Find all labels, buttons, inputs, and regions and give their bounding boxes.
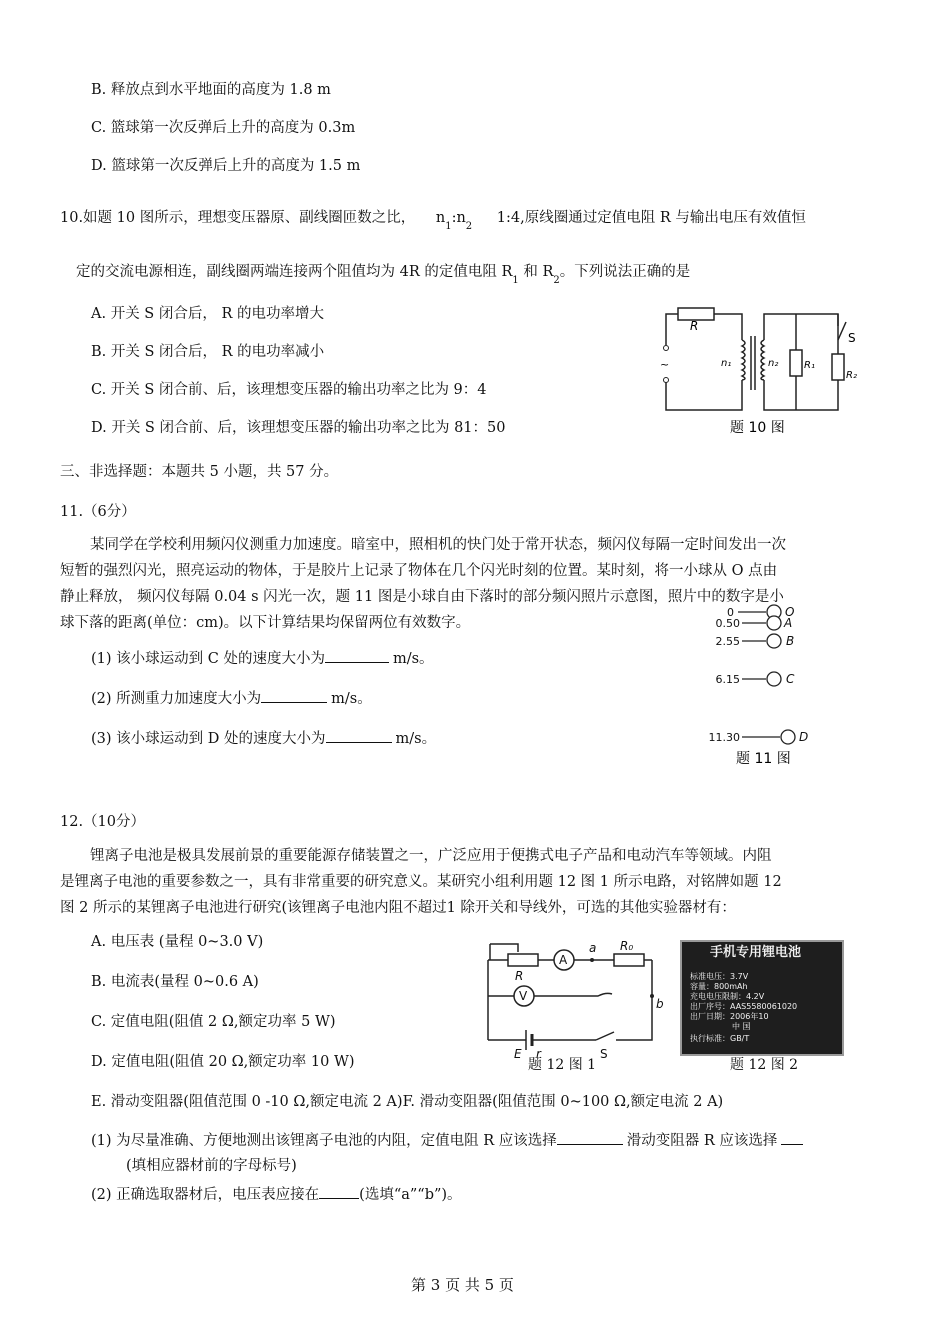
q12-resistor-r0 <box>614 954 644 966</box>
q10-and: 和 R <box>518 264 554 280</box>
q11-label-b: B <box>786 634 795 648</box>
q11-ball-a <box>767 616 781 630</box>
q12-nameplate-line6: 中 国 <box>732 1022 751 1031</box>
q10-stem-text-b: 原线圈通过定值电阻 R 与输出电压有效值恒 <box>524 210 806 226</box>
q12-subq-1 <box>91 1130 803 1151</box>
q11-subq-1-unit: m/s。 <box>392 651 434 667</box>
q12-nameplate-line4: 出厂序号：AAS5580061020 <box>690 1002 798 1011</box>
q10-fig-r-label: R <box>690 319 699 333</box>
q11-label-a: A <box>784 616 793 630</box>
q12-subq-1-note: (填相应器材前的字母标号) <box>126 1158 297 1174</box>
q12-battery-nameplate <box>680 940 844 1056</box>
q11-subq-1 <box>91 648 434 669</box>
q10-stem-text2: 定的交流电源相连，副线圈两端连接两个阻值均为 4R 的定值电阻 R <box>76 264 513 280</box>
q10-switch-s <box>838 322 846 340</box>
q12-switch-s <box>596 1032 614 1040</box>
q12-fig-s-label: S <box>600 1047 608 1061</box>
q12-nameplate-line3: 充电电压限制：4.2V <box>690 992 765 1001</box>
q11-figure-caption: 题 11 图 <box>736 751 791 767</box>
q12-nameplate-line5: 出厂日期：2006年10 <box>690 1012 769 1021</box>
q12-option-a: A. 电压表 (量程 0~3.0 V) <box>91 934 264 950</box>
q12-para-line1: 锂离子电池是极具发展前景的重要能源存储装置之一，广泛应用于便携式电子产品和电动汽车等领域。内阻 <box>90 848 772 864</box>
page-footer: 第 3 页 共 5 页 <box>411 1276 514 1294</box>
q10-primary-coil <box>742 340 745 380</box>
q10-figure-caption: 题 10 图 <box>730 420 785 436</box>
q12-fig-r0-label: R₀ <box>620 939 634 953</box>
q12-answer-blank-r[interactable] <box>557 1130 623 1145</box>
q11-subq-1-text: (1) 该小球运动到 C 处的速度大小为 <box>91 651 325 667</box>
q10-n1-sub: 1 <box>445 221 452 232</box>
q11-point-b-value: 2.55 <box>715 635 740 648</box>
q12-fig-b-point-label: b <box>656 997 664 1011</box>
q9-option-b: B. 释放点到水平地面的高度为 1.8 m <box>91 82 331 98</box>
q11-para-line3: 静止释放， 频闪仪每隔 0.04 s 闪光一次，题 11 图是小球自由下落时的部分频闪照片示意图，照片中的数字是小 <box>60 589 784 605</box>
q12-option-d: D. 定值电阻(阻值 20 Ω,额定功率 10 W) <box>91 1054 355 1070</box>
q12-answer-blank-terminal[interactable] <box>319 1184 359 1199</box>
q10-stem-text2b: 。下列说法正确的是 <box>559 264 691 280</box>
q12-subq-2-note: (选填“a”“b”)。 <box>359 1187 462 1203</box>
q11-strobe-figure <box>700 600 840 770</box>
q12-subq-1-text: (1) 为尽量准确、方便地测出该锂离子电池的内阻，定值电阻 R 应该选择 <box>91 1133 557 1149</box>
q11-point-o-value: 0 <box>727 606 734 619</box>
q12-figure1-caption: 题 12 图 1 <box>528 1057 597 1073</box>
q12-figure2-caption: 题 12 图 2 <box>730 1057 799 1073</box>
q12-fig-a-label: A <box>559 953 568 967</box>
q10-option-d: D. 开关 S 闭合前、后，该理想变压器的输出功率之比为 81：50 <box>91 420 506 436</box>
q9-option-c: C. 篮球第一次反弹后上升的高度为 0.3m <box>91 120 356 136</box>
section-3-heading: 三、非选择题：本题共 5 小题，共 57 分。 <box>60 464 339 480</box>
q12-para-line3: 图 2 所示的某锂离子电池进行研究(该锂离子电池内阻不超过1 除开关和导线外，可选的其他实验器材有： <box>60 900 736 916</box>
q10-r2-sub: 2 <box>553 275 560 286</box>
q10-option-c: C. 开关 S 闭合前、后，该理想变压器的输出功率之比为 9：4 <box>91 382 487 398</box>
q11-subq-3-unit: m/s。 <box>395 731 437 747</box>
q12-option-ef: E. 滑动变阻器(阻值范围 0 -10 Ω,额定电流 2 A)F. 滑动变阻器(阻值范围 0~100 Ω,额定电流 2 A) <box>91 1094 724 1110</box>
q10-stem-text: 10.如题 10 图所示，理想变压器原、副线圈匝数之比， <box>60 210 416 226</box>
q11-ball-d <box>781 730 795 744</box>
q11-para-line4: 球下落的距离(单位：cm)。以下计算结果均保留两位有效数字。 <box>60 615 471 631</box>
q12-fig-r-label: R <box>515 969 524 983</box>
q12-fig-rint-label: r <box>536 1047 541 1061</box>
q12-answer-blank-rheostat[interactable] <box>781 1130 803 1145</box>
q11-ball-c <box>767 672 781 686</box>
q12-para-line2: 是锂离子电池的重要参数之一，具有非常重要的研究意义。某研究小组利用题 12 图 1 所示电路，对铭牌如题 12 <box>60 874 782 890</box>
q10-fig-r1-label: R₁ <box>804 360 815 371</box>
q12-nameplate-line2: 容量：800mAh <box>690 982 748 991</box>
q12-fig-a-point-label: a <box>589 941 597 955</box>
q12-nameplate-line1: 标准电压：3.7V <box>690 972 749 981</box>
q11-subq-3-text: (3) 该小球运动到 D 处的速度大小为 <box>91 731 326 747</box>
q10-ratio: 1:4, <box>496 210 525 226</box>
q12-fig-v-label: V <box>519 989 528 1003</box>
q11-label-d: D <box>799 730 809 744</box>
q10-n2: n <box>456 210 466 226</box>
q11-answer-blank-3[interactable] <box>326 728 392 743</box>
q10-fig-r2-label: R₂ <box>846 370 857 381</box>
q12-subq-1-text-b: 滑动变阻器 R 应该选择 <box>626 1133 778 1149</box>
q11-answer-blank-2[interactable] <box>261 688 327 703</box>
q12-nameplate-line7: 执行标准：GB/T <box>690 1034 750 1043</box>
q11-para-line2: 短暂的强烈闪光，照亮运动的物体，于是胶片上记录了物体在几个闪光时刻的位置。某时刻，将一小球从 O 点由 <box>60 563 778 579</box>
q11-answer-blank-1[interactable] <box>325 648 389 663</box>
q11-point-a-value: 0.50 <box>715 617 740 630</box>
q11-label-c: C <box>786 672 795 686</box>
q11-subq-2-text: (2) 所测重力加速度大小为 <box>91 691 262 707</box>
q11-subq-2 <box>91 688 372 709</box>
q11-header: 11.（6分） <box>60 504 136 520</box>
q10-n1: n <box>435 210 446 226</box>
q11-point-c-value: 6.15 <box>715 673 740 686</box>
q12-fig-e-label: E <box>514 1047 522 1061</box>
q11-point-d-value: 11.30 <box>708 731 740 744</box>
q10-fig-n2-label: n₂ <box>768 358 779 369</box>
q10-ac-source-label: ~ <box>660 358 670 371</box>
q10-colon: : <box>451 210 457 226</box>
q12-rheostat-r <box>508 954 538 966</box>
q12-circuit-figure <box>478 938 668 1070</box>
q10-n2-sub: 2 <box>465 221 473 232</box>
q10-r1-sub: 1 <box>512 275 519 286</box>
q10-option-a: A. 开关 S 闭合后， R 的电功率增大 <box>91 306 324 322</box>
q9-option-d: D. 篮球第一次反弹后上升的高度为 1.5 m <box>91 158 361 174</box>
q10-option-b: B. 开关 S 闭合后， R 的电功率减小 <box>91 344 325 360</box>
q11-label-o: O <box>785 605 795 619</box>
q11-subq-2-unit: m/s。 <box>331 691 372 707</box>
q11-ball-b <box>767 634 781 648</box>
q12-subq-2 <box>91 1184 462 1205</box>
q12-subq-2-text: (2) 正确选取器材后，电压表应接在 <box>91 1187 320 1203</box>
q12-option-c: C. 定值电阻(阻值 2 Ω,额定功率 5 W) <box>91 1014 336 1030</box>
q10-secondary-coil <box>761 340 764 380</box>
q10-resistor-r2 <box>832 354 844 380</box>
q11-para-line1: 某同学在学校利用频闪仪测重力加速度。暗室中，照相机的快门处于常开状态，频闪仪每隔一定时间发出一次 <box>90 537 786 553</box>
q10-stem-line1 <box>60 208 806 230</box>
q10-fig-s-label: S <box>848 331 856 345</box>
q11-subq-3 <box>91 728 436 749</box>
q12-nameplate-title: 手机专用锂电池 <box>710 945 802 960</box>
q10-circuit-figure <box>650 300 880 440</box>
q10-fig-n1-label: n₁ <box>721 358 732 369</box>
q12-option-b: B. 电流表(量程 0~0.6 A) <box>91 974 259 990</box>
q10-resistor-r1 <box>790 350 802 376</box>
q10-stem-line2 <box>76 262 690 284</box>
q12-header: 12.（10分） <box>60 814 146 830</box>
